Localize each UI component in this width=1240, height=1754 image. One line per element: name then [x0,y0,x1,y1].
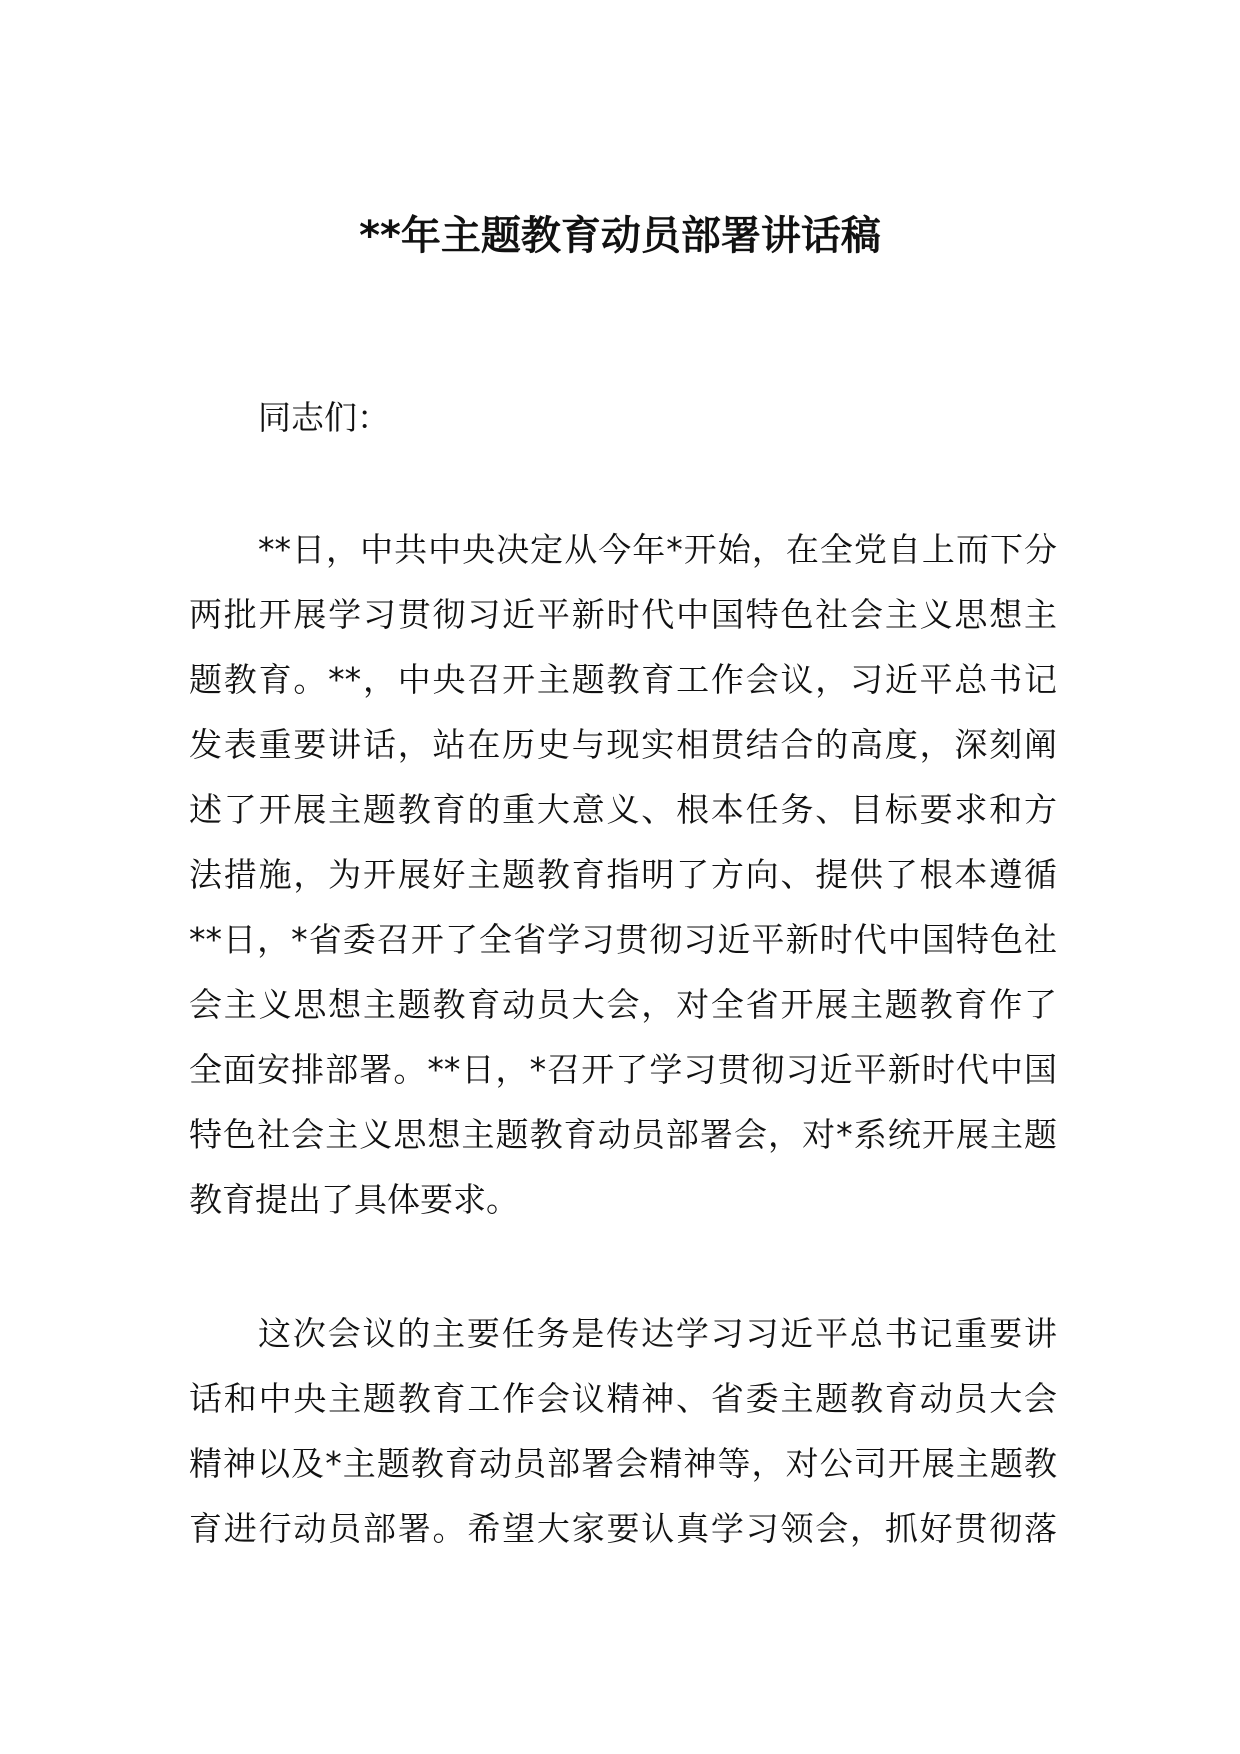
paragraph-line: 两批开展学习贯彻习近平新时代中国特色社会主义思想主 [189,595,1057,634]
paragraph-line: 题教育。**，中央召开主题教育工作会议，习近平总书记 [189,660,1057,699]
paragraph-line: 育进行动员部署。希望大家要认真学习领会，抓好贯彻落 [189,1509,1057,1548]
salutation: 同志们： [258,398,390,437]
paragraph-line: 教育提出了具体要求。 [189,1180,519,1219]
paragraph-line: 特色社会主义思想主题教育动员部署会，对*系统开展主题 [189,1115,1057,1154]
paragraph-line: 话和中央主题教育工作会议精神、省委主题教育动员大会 [189,1379,1057,1418]
paragraph-line: 精神以及*主题教育动员部署会精神等，对公司开展主题教 [189,1444,1057,1483]
paragraph-line: 发表重要讲话，站在历史与现实相贯结合的高度，深刻阐 [189,725,1057,764]
paragraph-line: 法措施，为开展好主题教育指明了方向、提供了根本遵循 [189,855,1057,894]
paragraph-line: **日，*省委召开了全省学习贯彻习近平新时代中国特色社 [189,920,1057,959]
document-title: **年主题教育动员部署讲话稿 [359,213,881,259]
paragraph-line: 会主义思想主题教育动员大会，对全省开展主题教育作了 [189,985,1057,1024]
paragraph-line: 述了开展主题教育的重大意义、根本任务、目标要求和方 [189,790,1057,829]
paragraph-line: 这次会议的主要任务是传达学习习近平总书记重要讲 [258,1314,1057,1353]
paragraph-line: 全面安排部署。**日，*召开了学习贯彻习近平新时代中国 [189,1050,1057,1089]
paragraph-line: **日，中共中央决定从今年*开始，在全党自上而下分 [258,530,1057,569]
